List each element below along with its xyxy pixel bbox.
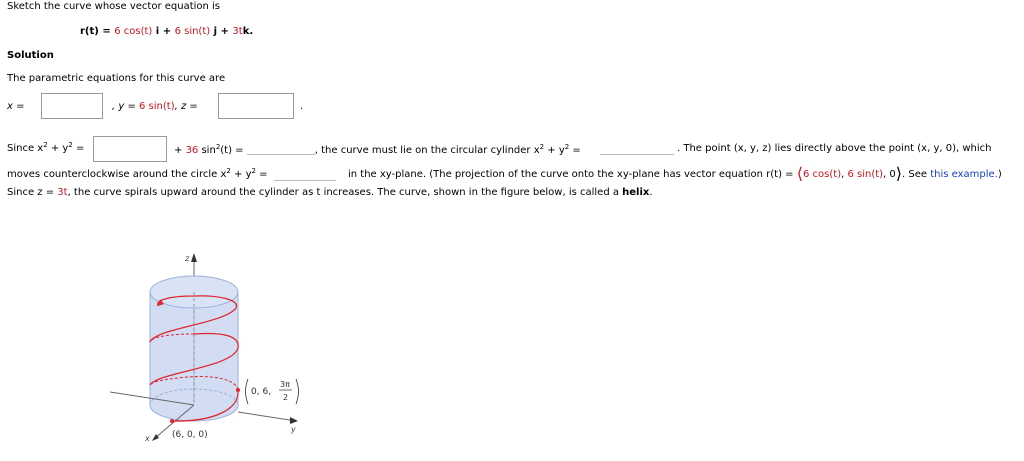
point-base-marker <box>170 419 174 423</box>
projection-x: 6 cos(t) <box>803 169 842 180</box>
helix-sentence <box>7 187 653 199</box>
z-axis-arrow-icon <box>191 253 197 262</box>
equation-term-c: 3t <box>232 26 243 37</box>
solution-heading: Solution <box>7 50 54 61</box>
x-answer-input[interactable] <box>41 93 103 119</box>
parametric-intro: The parametric equations for this curve are <box>7 73 226 84</box>
x-axis-label: x <box>145 434 150 443</box>
see-text: . See <box>902 169 931 180</box>
since-x2-y2: Since $x^2 + y^2$ = <box>7 141 85 154</box>
t-equals-text: (t) = <box>220 145 247 156</box>
close-paren: ) <box>997 169 1002 180</box>
x2-answer-input[interactable] <box>93 136 167 162</box>
moves-text-group: moves counterclockwise around the circle $x^2 + y^2$ = <box>7 167 268 180</box>
circle-equals: = <box>255 169 268 180</box>
helix-figure <box>100 240 330 455</box>
helix-end: . <box>649 187 653 198</box>
plus-text: + <box>174 145 186 156</box>
cylinder-equals: = <box>569 145 581 156</box>
y-value: 6 sin(t) <box>139 101 175 112</box>
moves-text: moves counterclockwise around the circle x <box>7 169 227 180</box>
equation-lhs: r(t) = <box>80 26 115 37</box>
sin-coef: 36 <box>185 145 199 156</box>
equation-i: i + <box>152 26 175 37</box>
sin-text: sin <box>198 145 216 156</box>
point-top-marker <box>236 388 240 392</box>
point-top-numerator: 3π <box>280 380 290 389</box>
point-top-denominator: 2 <box>283 393 289 402</box>
vector-equation <box>80 26 253 38</box>
z-axis-label: z <box>185 254 190 263</box>
x-label: x = <box>7 101 25 112</box>
point-base-label: (6, 0, 0) <box>172 430 208 440</box>
equation-j: j + <box>210 26 233 37</box>
projection-text-group: in the xy-plane. (The projection of the curve onto the xy-plane has vector equation r(t) = ⟨6 cos(t), 6 sin(t), 0⟩. See this example.) <box>348 164 1002 183</box>
plus-y-text: + y <box>47 143 69 154</box>
label-paren-left <box>246 379 249 404</box>
projection-z: , 0 <box>883 169 896 180</box>
y-equation <box>112 101 198 113</box>
y-axis <box>238 412 296 421</box>
projection-y: 6 sin(t) <box>847 169 884 180</box>
label-paren-right <box>296 379 299 404</box>
circle-answer-field[interactable] <box>274 169 336 181</box>
problem-intro: Sketch the curve whose vector equation is <box>7 1 221 12</box>
sin-term: + 36 $\sin^2(t)$ = , the curve must lie on the circular cylinder $x^2 + y^2$ = <box>174 143 581 156</box>
cylinder-text: , the curve must lie on the circular cylinder x <box>314 145 540 156</box>
z-answer-input[interactable] <box>218 93 294 119</box>
y-axis-arrow-icon <box>290 417 298 424</box>
param-end: . <box>300 101 304 112</box>
plane-text: in the xy-plane. (The projection of the curve onto the xy-plane has vector equation r(t) = <box>348 169 797 180</box>
cylinder-plus-y: + y <box>544 145 565 156</box>
since-z-text: Since z = <box>7 187 58 198</box>
helix-word: helix <box>622 187 650 198</box>
equation-term-a: 6 cos(t) <box>114 26 153 37</box>
y-prefix: , y = <box>112 101 140 112</box>
since-text: Since x <box>7 143 44 154</box>
example-link[interactable]: this example. <box>930 169 998 180</box>
helix-rest-text: , the curve spirals upward around the cylinder as t increases. The curve, shown in the figure below, is called a <box>67 187 623 198</box>
projection-sep: , <box>841 169 848 180</box>
point-top-prefix: 0, 6, <box>251 387 272 397</box>
sum-answer-field[interactable] <box>247 143 315 155</box>
circle-plus-y: + y <box>230 169 252 180</box>
z-value: 3t <box>57 187 68 198</box>
equals-text: = <box>72 143 85 154</box>
z-label: , z = <box>174 101 198 112</box>
equation-k: k. <box>242 26 254 37</box>
equation-term-b: 6 sin(t) <box>174 26 211 37</box>
cylinder-answer-field[interactable] <box>600 143 674 155</box>
y-axis-label: y <box>291 425 296 434</box>
point-text: . The point (x, y, z) lies directly above the point (x, y, 0), which <box>677 143 992 154</box>
